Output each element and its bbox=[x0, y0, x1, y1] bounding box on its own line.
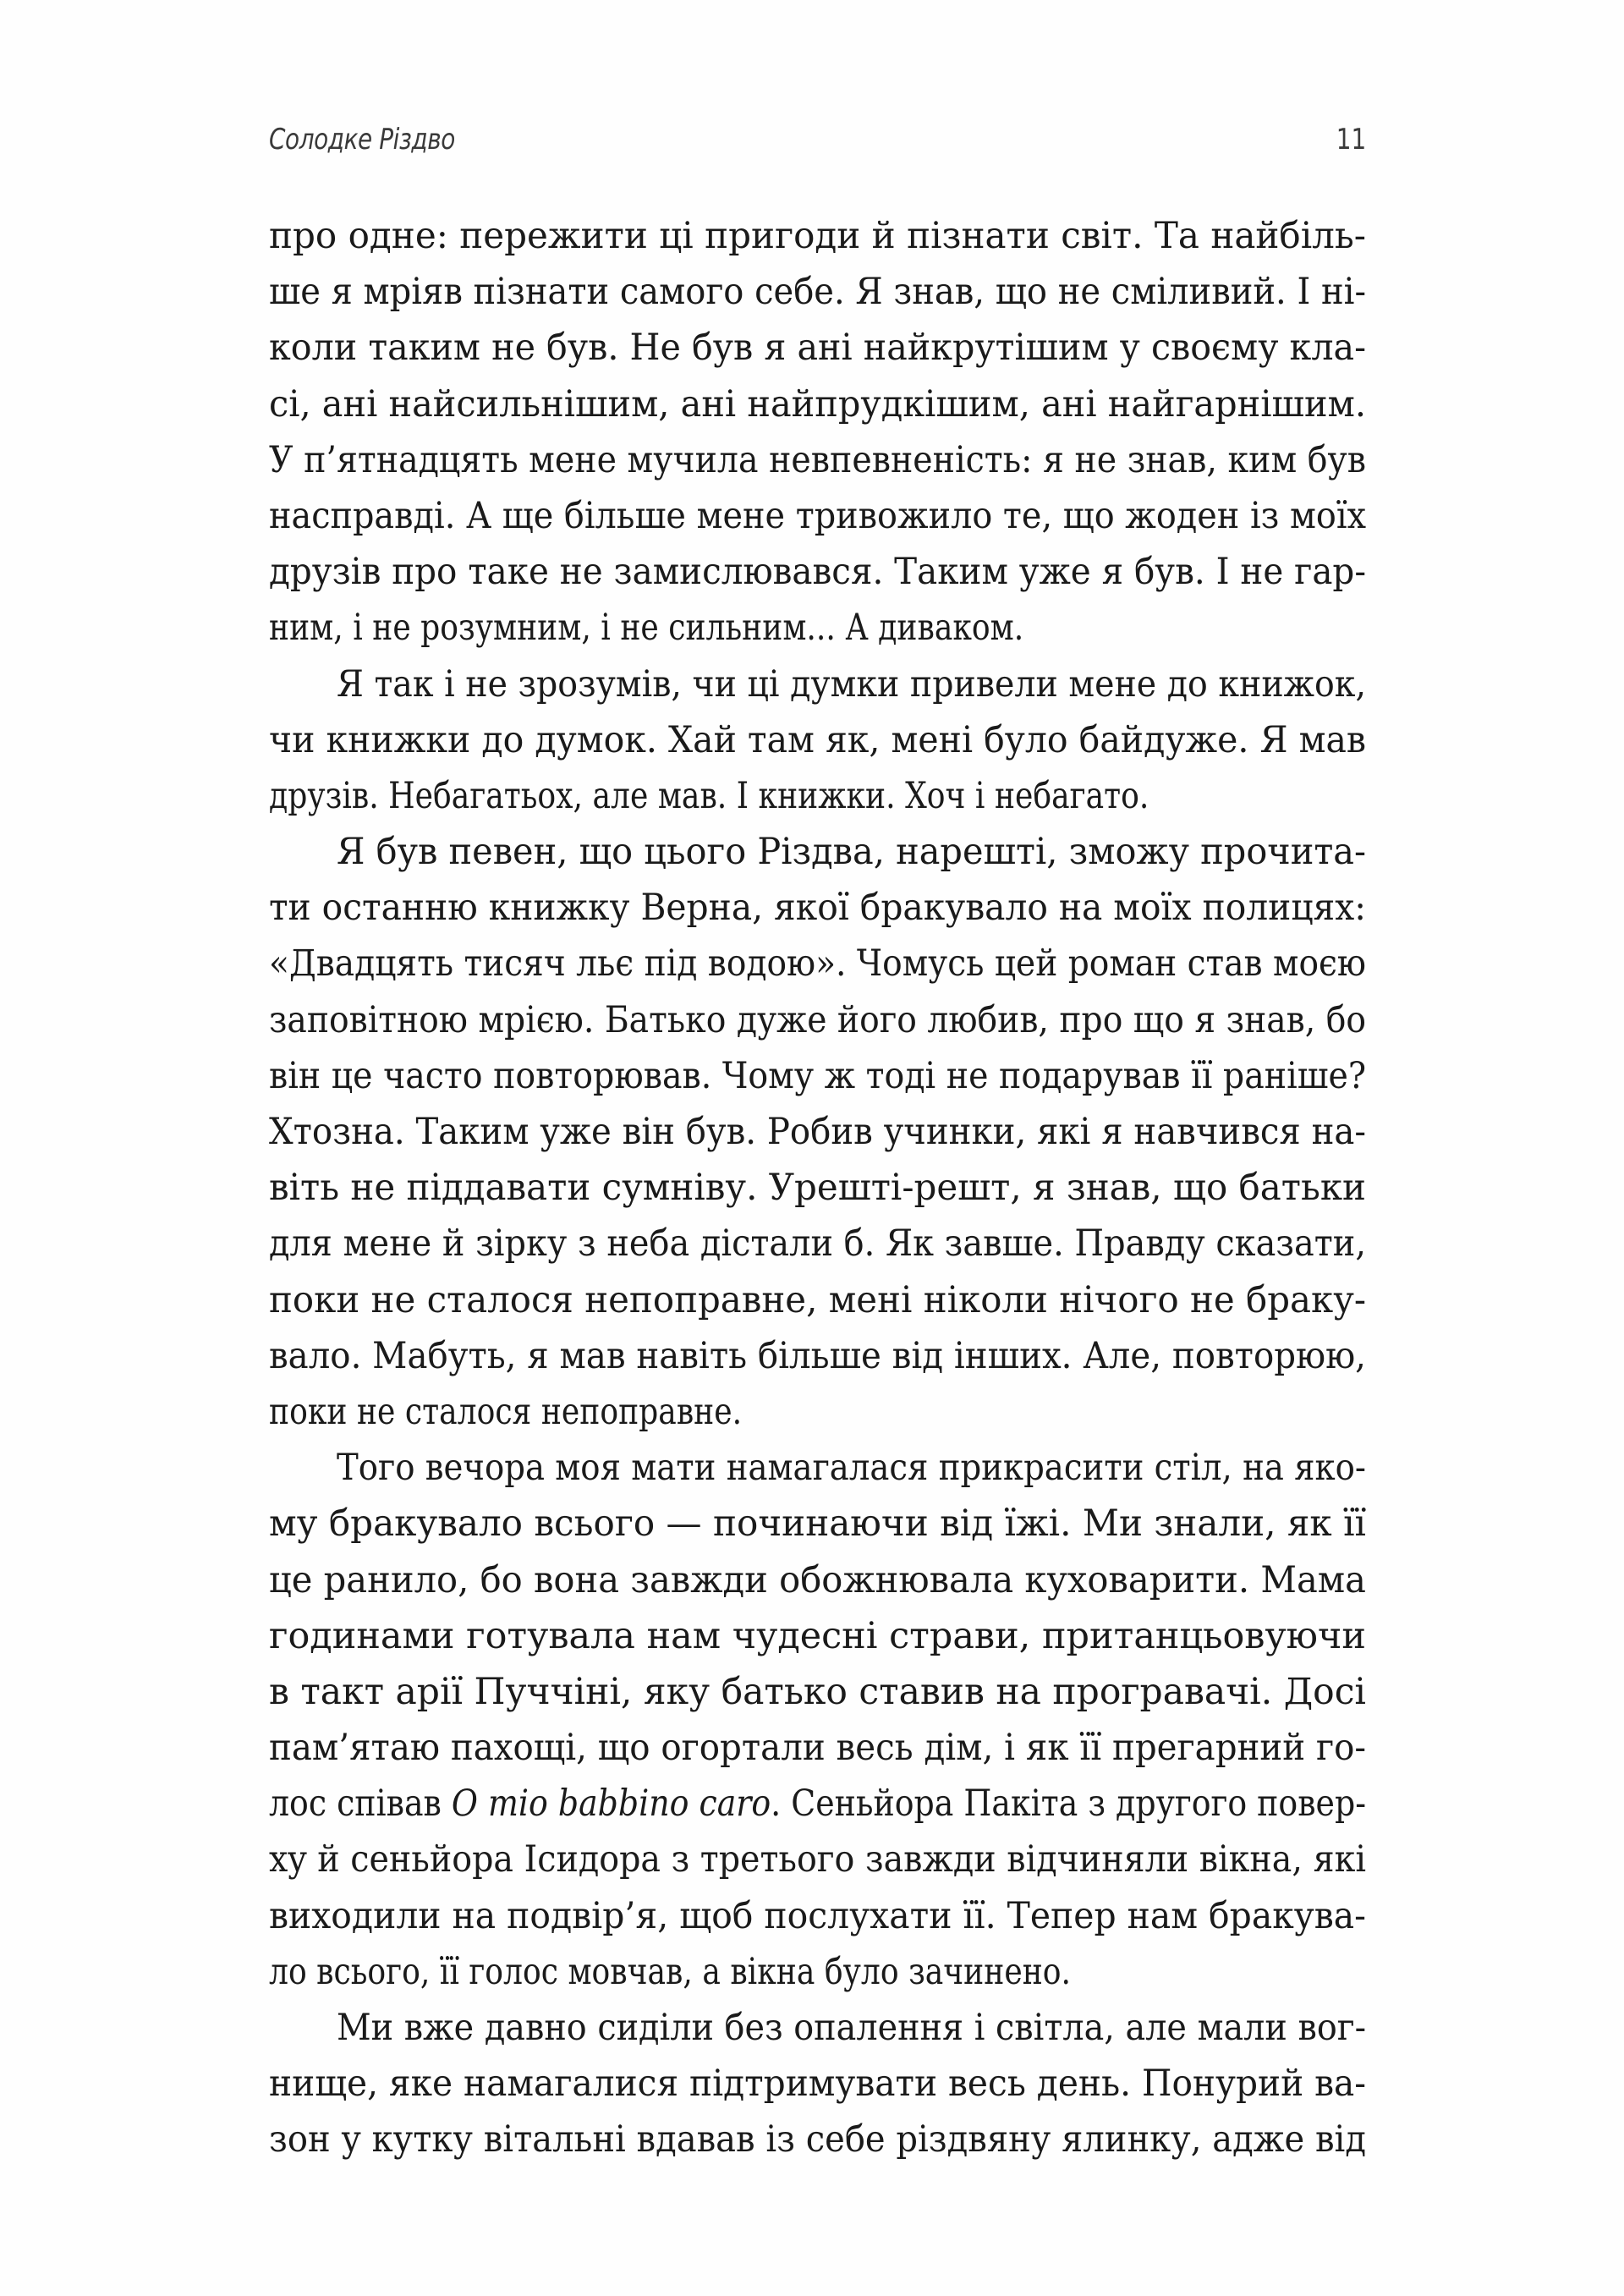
text-line: годинами готувала нам чудесні страви, пританцьовуючи bbox=[269, 1614, 1366, 1657]
text-line: нище, яке намагалися підтримувати весь день. Понурий ва- bbox=[269, 2063, 1366, 2106]
text-line: ним, і не розумним, і не сильним... А диваком. bbox=[269, 607, 1024, 650]
paragraph bbox=[269, 656, 1366, 825]
text-line: насправді. А ще більше мене тривожило те, що жоден із моїх bbox=[269, 494, 1366, 537]
paragraph bbox=[269, 2000, 1366, 2168]
text-line: друзів про таке не замислювався. Таким уже я був. І не гар- bbox=[269, 551, 1366, 594]
text-line: виходили на подвір’я, щоб послухати її. Тепер нам бракува- bbox=[269, 1894, 1366, 1937]
text-line: Хтозна. Таким уже він був. Робив учинки, які я навчився на- bbox=[269, 1111, 1366, 1153]
text-line: друзів. Небагатьох, але мав. І книжки. Хоч і небагато. bbox=[269, 774, 1149, 817]
paragraph bbox=[269, 1440, 1366, 2000]
text-line: Ми вже давно сиділи без опалення і світла, але мали вог- bbox=[337, 2007, 1366, 2049]
text-line: Я так і не зрозумів, чи ці думки привели мене до книжок, bbox=[337, 662, 1366, 706]
text-line: ше я мріяв пізнати самого себе. Я знав, що не сміливий. І ні- bbox=[269, 271, 1366, 314]
text-line: «Двадцять тисяч льє під водою». Чомусь цей роман став моєю bbox=[269, 942, 1366, 986]
text-line: пам’ятаю пахощі, що огортали весь дім, і як її прегарний го- bbox=[269, 1727, 1366, 1770]
paragraph bbox=[269, 824, 1366, 1440]
text-line: У п’ятнадцять мене мучила невпевненість: я не знав, ким був bbox=[269, 438, 1366, 481]
text-line: він це часто повторював. Чому ж тоді не подарував її раніше? bbox=[269, 1054, 1366, 1097]
running-title: Солодке Різдво bbox=[269, 123, 455, 157]
text-line-with-italic bbox=[269, 1776, 1366, 1832]
text-run: . Сеньйора Пакіта з другого повер- bbox=[771, 1782, 1366, 1826]
text-line: сі, ані найсильнішим, ані найпрудкішим, ані найгарнішим. bbox=[269, 382, 1366, 426]
text-line: коли таким не був. Не був я ані найкрутішим у своєму кла- bbox=[269, 327, 1366, 370]
text-line: зон у кутку вітальні вдавав із себе різдвяну ялинку, адже від bbox=[269, 2118, 1366, 2161]
text-line: заповітною мрією. Батько дуже його любив, про що я знав, бо bbox=[269, 998, 1366, 1041]
text-line: вало. Мабуть, я мав навіть більше від інших. Але, повторюю, bbox=[269, 1334, 1366, 1377]
text-line: поки не сталося непоправне. bbox=[269, 1390, 743, 1433]
text-line: ти останню книжку Верна, якої бракувало на моїх полицях: bbox=[269, 887, 1366, 930]
text-line: в такт арії Пуччіні, яку батько ставив на програвачі. Досі bbox=[269, 1670, 1366, 1713]
text-line: поки не сталося непоправне, мені ніколи нічого не браку- bbox=[269, 1278, 1366, 1321]
running-head bbox=[269, 118, 1366, 161]
text-line: для мене й зірку з неба дістали б. Як завше. Правду сказати, bbox=[269, 1222, 1366, 1266]
text-line: му бракувало всього — починаючи від їжі. Ми знали, як її bbox=[269, 1502, 1366, 1546]
page-number: 11 bbox=[1336, 123, 1366, 157]
body-text bbox=[269, 208, 1366, 2168]
text-line: Того вечора моя мати намагалася прикрасити стіл, на яко- bbox=[337, 1447, 1366, 1490]
text-run: лос співав bbox=[269, 1782, 452, 1826]
text-line: Я був певен, що цього Різдва, нарешті, зможу прочита- bbox=[337, 831, 1366, 874]
text-line: ло всього, її голос мовчав, а вікна було зачинено. bbox=[269, 1950, 1072, 1993]
text-line: це ранило, бо вона завжди обожнювала куховарити. Мама bbox=[269, 1558, 1366, 1601]
song-title-italic: O mio babbino caro bbox=[451, 1782, 771, 1826]
text-line: чи книжки до думок. Хай там як, мені було байдуже. Я мав bbox=[269, 718, 1366, 761]
text-line: хy й сеньйора Ісидора з третього завжди відчиняли вікна, які bbox=[269, 1838, 1366, 1881]
paragraph bbox=[269, 208, 1366, 656]
text-line: про одне: пережити ці пригоди й пізнати світ. Та найбіль- bbox=[269, 215, 1366, 257]
text-line: віть не піддавати сумніву. Урешті-решт, я знав, що батьки bbox=[269, 1167, 1366, 1210]
